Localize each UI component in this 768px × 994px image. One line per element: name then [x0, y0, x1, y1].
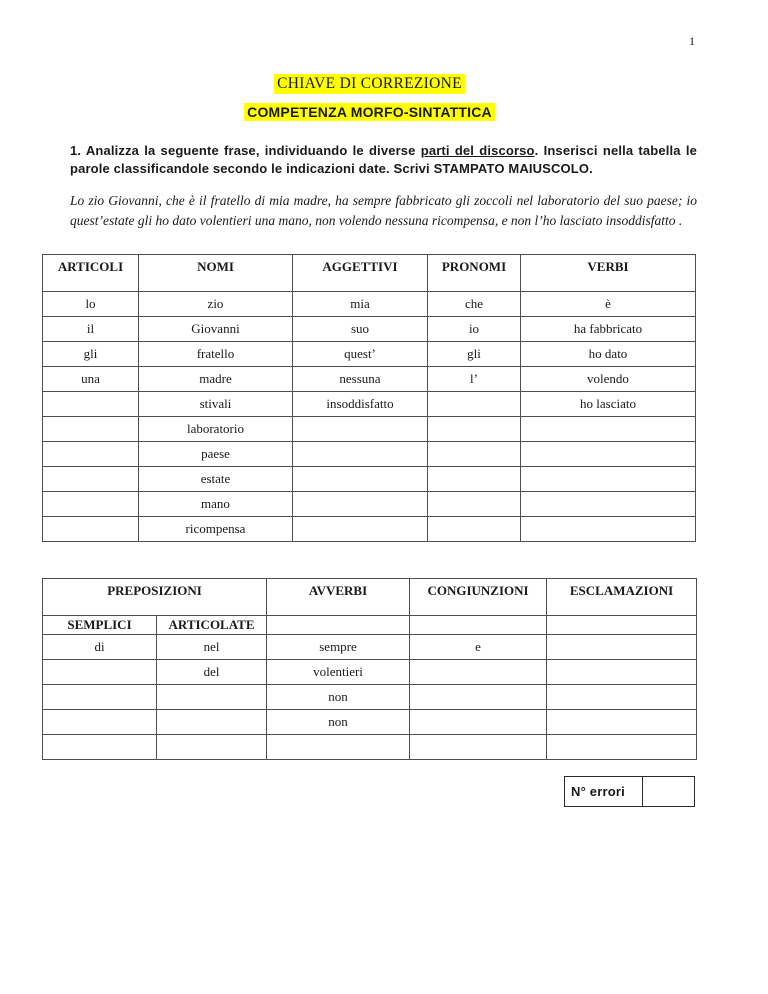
table-cell: che — [428, 292, 521, 317]
table-cell — [43, 392, 139, 417]
table-cell: ricompensa — [139, 517, 293, 542]
table-cell — [521, 492, 696, 517]
table-cell — [521, 517, 696, 542]
table-cell — [43, 685, 157, 710]
other-parts-table — [42, 578, 697, 760]
table1-header-row — [43, 255, 696, 292]
table-cell — [43, 467, 139, 492]
table-cell: mia — [293, 292, 428, 317]
table-cell: fratello — [139, 342, 293, 367]
errors-label: N° errori — [565, 777, 643, 807]
table-cell — [547, 735, 697, 760]
table-row — [43, 517, 696, 542]
table-cell: il — [43, 317, 139, 342]
table-cell — [428, 517, 521, 542]
table-cell: suo — [293, 317, 428, 342]
column-header-aggettivi: AGGETTIVI — [293, 255, 428, 292]
instruction-prefix: 1. Analizza la seguente frase, individuando le diverse — [70, 143, 421, 158]
table-cell — [267, 616, 410, 635]
table-cell: gli — [428, 342, 521, 367]
table-row — [43, 635, 697, 660]
table-row — [43, 735, 697, 760]
table-cell: non — [267, 710, 410, 735]
table2-header-row — [43, 579, 697, 616]
parts-of-speech-table — [42, 254, 696, 542]
table-row — [43, 467, 696, 492]
table-cell: è — [521, 292, 696, 317]
table-row — [43, 710, 697, 735]
column-header-congiunzioni: CONGIUNZIONI — [410, 579, 547, 616]
table-cell: di — [43, 635, 157, 660]
table-cell — [428, 442, 521, 467]
table-row — [43, 442, 696, 467]
instruction-underlined-term: parti del discorso — [420, 143, 535, 158]
column-header-articolate: ARTICOLATE — [157, 616, 267, 635]
table-cell — [267, 735, 410, 760]
table-cell — [547, 616, 697, 635]
table-cell: madre — [139, 367, 293, 392]
table-cell: volendo — [521, 367, 696, 392]
table-cell: volentieri — [267, 660, 410, 685]
table-row — [43, 292, 696, 317]
title-correction-key: CHIAVE DI CORREZIONE — [274, 74, 465, 94]
table-cell — [428, 392, 521, 417]
table-cell: zio — [139, 292, 293, 317]
table-cell — [43, 442, 139, 467]
table-row — [43, 685, 697, 710]
table-cell: e — [410, 635, 547, 660]
column-header-articoli: ARTICOLI — [43, 255, 139, 292]
table-cell — [521, 417, 696, 442]
table-cell: ha fabbricato — [521, 317, 696, 342]
table-cell — [43, 660, 157, 685]
column-header-nomi: NOMI — [139, 255, 293, 292]
table-row — [43, 317, 696, 342]
table-row — [43, 492, 696, 517]
table-cell: mano — [139, 492, 293, 517]
column-header-avverbi: AVVERBI — [267, 579, 410, 616]
table-cell — [43, 735, 157, 760]
table-cell: stivali — [139, 392, 293, 417]
table-cell: ho dato — [521, 342, 696, 367]
table-cell: ho lasciato — [521, 392, 696, 417]
table-cell — [410, 660, 547, 685]
errors-value-cell — [643, 777, 695, 807]
table-cell — [428, 467, 521, 492]
table-cell: insoddisfatto — [293, 392, 428, 417]
table-cell — [293, 442, 428, 467]
table-row — [43, 342, 696, 367]
table-cell — [43, 417, 139, 442]
table-cell — [410, 735, 547, 760]
table-cell — [43, 517, 139, 542]
table-cell — [293, 517, 428, 542]
table-cell — [43, 710, 157, 735]
column-header-preposizioni: PREPOSIZIONI — [43, 579, 267, 616]
table-cell: una — [43, 367, 139, 392]
table-cell — [157, 735, 267, 760]
table-cell — [410, 710, 547, 735]
table-cell: nel — [157, 635, 267, 660]
table-cell: laboratorio — [139, 417, 293, 442]
column-header-pronomi: PRONOMI — [428, 255, 521, 292]
table-cell — [157, 710, 267, 735]
column-header-esclamazioni: ESCLAMAZIONI — [547, 579, 697, 616]
table-cell: non — [267, 685, 410, 710]
table-cell: estate — [139, 467, 293, 492]
table-cell: del — [157, 660, 267, 685]
table-cell: paese — [139, 442, 293, 467]
table-cell — [428, 417, 521, 442]
table-cell: sempre — [267, 635, 410, 660]
page-number: 1 — [689, 34, 695, 48]
errors-count-box — [564, 776, 695, 807]
table-cell: Giovanni — [139, 317, 293, 342]
table-cell — [410, 685, 547, 710]
table-cell: quest’ — [293, 342, 428, 367]
table-cell — [547, 685, 697, 710]
table-cell — [293, 467, 428, 492]
table-cell: gli — [43, 342, 139, 367]
table-row — [43, 660, 697, 685]
title-competence: COMPETENZA MORFO-SINTATTICA — [244, 103, 495, 121]
table-row — [43, 367, 696, 392]
table-cell: lo — [43, 292, 139, 317]
table-cell: l’ — [428, 367, 521, 392]
table-cell — [547, 635, 697, 660]
column-header-semplici: SEMPLICI — [43, 616, 157, 635]
table-cell — [547, 710, 697, 735]
instruction-suffix: . Inserisci nella tabella le parole classificandole secondo le indicazioni date. Scrivi STAMPATO MAIUSCOLO. — [70, 143, 697, 176]
sentence-paragraph: Lo zio Giovanni, che è il fratello di mia madre, ha sempre fabbricato gli zoccoli nel laboratorio del suo paese; io quest’estate gli ho dato volentieri una mano, non volendo nessuna ricompensa, e non l’ho lasciato insoddisfatto . — [70, 193, 697, 228]
table-cell — [293, 492, 428, 517]
table-cell: nessuna — [293, 367, 428, 392]
table-cell — [547, 660, 697, 685]
table-cell — [521, 467, 696, 492]
table-cell: io — [428, 317, 521, 342]
table-cell — [428, 492, 521, 517]
table-cell — [410, 616, 547, 635]
instruction-paragraph — [70, 142, 697, 178]
errors-box-row — [565, 777, 695, 807]
table-cell — [43, 492, 139, 517]
table-cell — [521, 442, 696, 467]
table2-subheader-row — [43, 616, 697, 635]
table-row — [43, 417, 696, 442]
table-row — [43, 392, 696, 417]
column-header-verbi: VERBI — [521, 255, 696, 292]
table-cell — [293, 417, 428, 442]
table-cell — [157, 685, 267, 710]
